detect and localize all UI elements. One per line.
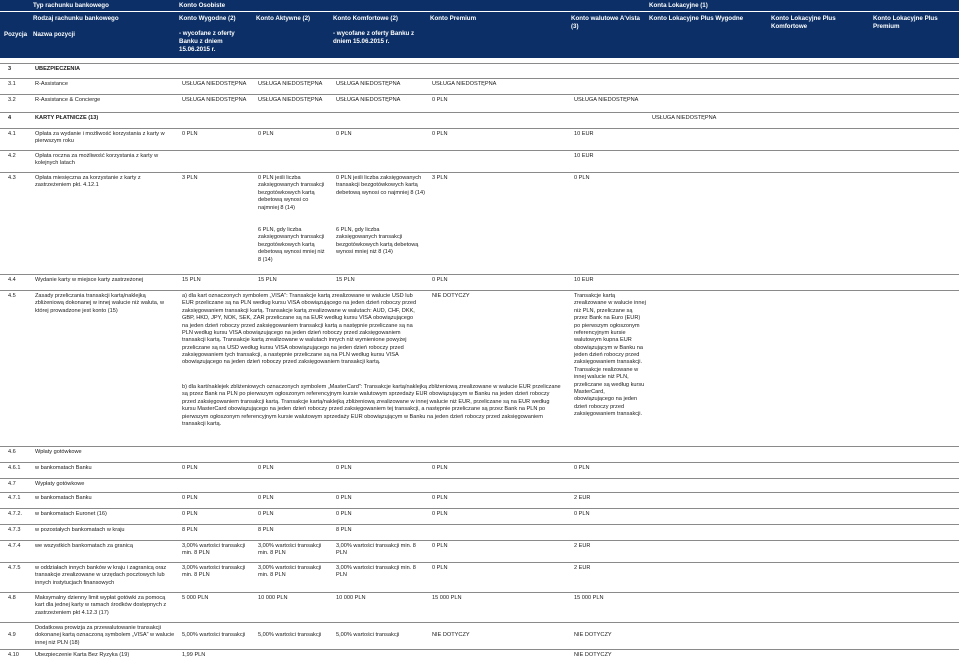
cell: 8 PLN <box>336 527 352 533</box>
table-row-4-1 <box>0 128 959 149</box>
cell: 10 000 PLN <box>336 595 366 601</box>
col-konto-komfortowe: Konto Komfortowe (2) <box>333 15 398 22</box>
table-row-4-5 <box>0 290 959 445</box>
row-name: Opłata za wydanie i możliwość korzystania z karty w pierwszym roku <box>35 131 165 145</box>
cell: 0 PLN <box>432 277 448 283</box>
section-title: KARTY PŁATNICZE (13) <box>35 115 99 121</box>
row-name: w bankomatach Banku <box>35 465 92 471</box>
cell: 5,00% wartości transakcji <box>182 632 246 638</box>
table-row-4-9 <box>0 622 959 647</box>
table-row-4-10 <box>0 649 959 664</box>
row-number: 3.2 <box>8 97 16 103</box>
personal-account-group: Konto Osobiste <box>179 2 226 9</box>
cell: 0 PLN <box>258 465 274 471</box>
cell: 10 EUR <box>574 277 594 283</box>
cell: USŁUGA NIEDOSTĘPNA <box>652 115 717 121</box>
position-label: Pozycja <box>4 31 28 38</box>
cell: 5,00% wartości transakcji <box>336 632 400 638</box>
table-row-4-7-1 <box>0 492 959 507</box>
table-row-3-2 <box>0 94 959 109</box>
cell: 6 PLN, gdy liczba zaksięgowanych transakcji bezgotówkowych kartą debetową wynosi mniej niż 8 (14) <box>258 227 325 263</box>
cell: NIE DOTYCZY <box>574 652 612 658</box>
cell: USŁUGA NIEDOSTĘPNA <box>258 97 323 103</box>
row-number: 4.6.1 <box>8 465 21 471</box>
row-name: R-Assistance <box>35 81 68 87</box>
cell: 2 EUR <box>574 543 591 549</box>
cell: 1,99 PLN <box>182 652 206 658</box>
row-name: R-Assistance & Concierge <box>35 97 101 103</box>
cell: 2 EUR <box>574 495 591 501</box>
cell: USŁUGA NIEDOSTĘPNA <box>182 81 247 87</box>
table-row-4-8 <box>0 592 959 619</box>
cell: USŁUGA NIEDOSTĘPNA <box>574 97 639 103</box>
table-row-4-7-2 <box>0 508 959 523</box>
cell: 2 EUR <box>574 565 591 571</box>
cell: NIE DOTYCZY <box>432 293 470 299</box>
cell: 3 PLN <box>182 175 198 181</box>
row-number: 4.6 <box>8 449 16 455</box>
col-konto-walutowe: Konto walutowe A'vista (3) <box>571 15 640 30</box>
cell: 5,00% wartości transakcji <box>258 632 322 638</box>
cell: 10 EUR <box>574 131 594 137</box>
col-konto-wygodne: Konto Wygodne (2) <box>179 15 236 22</box>
col-lokacyjne-premium: Konto Lokacyjne Plus Premium <box>873 15 938 30</box>
cell: 0 PLN <box>336 511 352 517</box>
row-number: 4.9 <box>8 632 16 638</box>
row-name: w oddziałach innych banków w kraju i zagranicą oraz transakcje zrealizowane w urzędach pocztowych lub innych instytucjach finansowych <box>35 565 167 586</box>
col-konto-aktywne: Konto Aktywne (2) <box>256 15 311 22</box>
row-number: 4.7.3 <box>8 527 21 533</box>
row-name: we wszystkich bankomatach za granicą <box>35 543 133 549</box>
cell: 0 PLN <box>574 175 590 181</box>
cell: 0 PLN <box>432 465 448 471</box>
table-row-4-3 <box>0 172 959 269</box>
table-row-4-7-5 <box>0 562 959 591</box>
cell: 15 PLN <box>258 277 277 283</box>
cell: 15 000 PLN <box>574 595 604 601</box>
table-row-4-7 <box>0 478 959 493</box>
cell: 3,00% wartości transakcji min. 8 PLN <box>336 543 416 557</box>
table-row-4-7-4 <box>0 540 959 559</box>
row-number: 4.4 <box>8 277 16 283</box>
table-row-4-2 <box>0 150 959 171</box>
cell: USŁUGA NIEDOSTĘPNA <box>336 97 401 103</box>
cell: 6 PLN, gdy liczba zaksięgowanych transakcji bezgotówkowych kartą debetową wynosi mniej niż 8 (14) <box>336 227 419 256</box>
cell: 8 PLN <box>182 527 198 533</box>
visa-rule-text: a) dla kart oznaczonych symbolem „VISA”: Transakcje kartą zrealizowane w walucie USD lub EUR przeliczane są na PLN według kursu VISA obowiązującego na jeden dzień roboczy przed zaksięgowaniem transakcji kartą. Transakcje kartą zrealizowane w walutach: AUD, CHF, DKK, GBP, HKD, JPY, NOK, SEK, ZAR przeliczane są na EUR według kursu VISA obowiązującego na jeden dzień roboczy przed zaksięgowaniem transakcji kartą a następnie przeliczane są na PLN według kursu VISA obowiązującego na jeden dzień roboczy przed zaksięgowaniem transakcji kartą. Transakcje kartą zrealizowane w walutach innych niż wymienione powyżej przeliczane są na USD według kursu VISA obowiązującego na jeden dzień roboczy przed zaksięgowaniem tych transakcji, a następnie przeliczane są na PLN według kursu VISA obowiązującego na jeden dzień roboczy przed zaksięgowaniem transakcji kartą. <box>182 293 417 366</box>
cell: 0 PLN <box>432 565 448 571</box>
item-name-label: Nazwa pozycji <box>33 31 75 38</box>
col-konto-wygodne-note: - wycofane z oferty Banku z dniem 15.06.2015 r. <box>179 30 235 53</box>
row-number: 4.10 <box>8 652 19 658</box>
cell: 0 PLN <box>432 511 448 517</box>
cell: USŁUGA NIEDOSTĘPNA <box>258 81 323 87</box>
cell: 15 PLN <box>336 277 355 283</box>
cell: 0 PLN <box>182 131 198 137</box>
cell: 0 PLN <box>336 131 352 137</box>
row-name: Wydanie karty w miejsce karty zastrzeżonej <box>35 277 144 283</box>
table-row-3-1 <box>0 78 959 93</box>
cell: 10 EUR <box>574 153 594 159</box>
header-row-2 <box>0 12 959 58</box>
row-name: Opłata miesięczna za korzystanie z karty z zastrzeżeniem pkt. 4.12.1 <box>35 175 141 189</box>
row-name: w bankomatach Banku <box>35 495 92 501</box>
table-row-4-7-3 <box>0 524 959 539</box>
cell: 8 PLN <box>258 527 274 533</box>
cell: 3,00% wartości transakcji min. 8 PLN <box>182 565 246 579</box>
row-number: 4.3 <box>8 175 16 181</box>
cell: 0 PLN <box>258 495 274 501</box>
section-title: UBEZPIECZENIA <box>35 66 81 72</box>
row-number: 4.7.2. <box>8 511 22 517</box>
table-row-4-4 <box>0 274 959 287</box>
row-name: Wypłaty gotówkowe <box>35 481 85 487</box>
cell: 0 PLN <box>574 511 590 517</box>
cell: 0 PLN <box>432 543 448 549</box>
mastercard-rule-text: b) dla kart/naklejek zbliżeniowych oznaczonych symbolem „MasterCard”: Transakcje kartą/naklejką zbliżeniową zrealizowane w walucie EUR przeliczane są przez Bank na PLN po pierwszym ogłoszonym referencyjnym kursie walutowym sprzedaży EUR obowiązującym w Banku na jeden dzień roboczy przed zaksięgowaniem transakcji kartą. Transakcje kartą/naklejką zbliżeniową zrealizowane w innej walucie niż EUR, przeliczane są na EUR według kursu MasterCard obowiązującego na jeden dzień roboczy przed zaksięgowaniem tej transakcji, a następnie przeliczane są przez Bank na PLN po pierwszym ogłoszonym referencyjnym kursie walutowym sprzedaży EUR obowiązującym w Banku na jeden dzień roboczy przed zaksięgowaniem transakcji kartą. <box>182 384 561 427</box>
cell: 3 PLN <box>432 175 448 181</box>
deposit-accounts-group: Konta Lokacyjne (1) <box>649 2 708 9</box>
account-type-label: Typ rachunku bankowego <box>33 2 109 9</box>
col-konto-premium: Konto Premium <box>430 15 477 22</box>
row-name: Wpłaty gotówkowe <box>35 449 82 455</box>
cell: 0 PLN <box>258 511 274 517</box>
account-kind-label: Rodzaj rachunku bankowego <box>33 15 119 22</box>
cell: 0 PLN <box>336 495 352 501</box>
cell: 3,00% wartości transakcji min. 8 PLN <box>336 565 416 579</box>
table-row-4-6 <box>0 446 959 461</box>
row-name: w pozostałych bankomatach w kraju <box>35 527 125 533</box>
cell: 0 PLN jeśli liczba zaksięgowanych transakcji bezgotówkowych kartą debetową wynosi co najmniej 8 (14) <box>336 175 425 196</box>
cell: NIE DOTYCZY <box>574 632 612 638</box>
row-number: 4.1 <box>8 131 16 137</box>
cell: 3,00% wartości transakcji min. 8 PLN <box>258 543 322 557</box>
row-number: 4.5 <box>8 293 16 299</box>
cell: USŁUGA NIEDOSTĘPNA <box>336 81 401 87</box>
cell: USŁUGA NIEDOSTĘPNA <box>182 97 247 103</box>
row-name: Ubezpieczenie Karta Bez Ryzyka (19) <box>35 652 130 658</box>
col-lokacyjne-komfortowe: Konto Lokacyjne Plus Komfortowe <box>771 15 836 30</box>
row-number: 4.7.4 <box>8 543 21 549</box>
row-number: 4.7 <box>8 481 16 487</box>
table-row-4-6-1 <box>0 462 959 477</box>
cell: 15 000 PLN <box>432 595 462 601</box>
section-row-3 <box>0 63 959 76</box>
cell: USŁUGA NIEDOSTĘPNA <box>432 81 497 87</box>
col-lokacyjne-wygodne: Konto Lokacyjne Plus Wygodne <box>649 15 744 22</box>
cell: 0 PLN <box>182 495 198 501</box>
cell: 10 000 PLN <box>258 595 288 601</box>
cell: 0 PLN <box>574 465 590 471</box>
cell: NIE DOTYCZY <box>432 632 470 638</box>
cell: 0 PLN <box>182 511 198 517</box>
row-number: 4.2 <box>8 153 16 159</box>
cell: 3,00% wartości transakcji min. 8 PLN <box>258 565 322 579</box>
cell: 0 PLN <box>258 131 274 137</box>
cell: 0 PLN <box>336 465 352 471</box>
cell: 5 000 PLN <box>182 595 209 601</box>
cell: 3,00% wartości transakcji min. 8 PLN <box>182 543 246 557</box>
cell: 15 PLN <box>182 277 201 283</box>
col-konto-komfortowe-note: - wycofane z oferty Banku z dniem 15.06.2015 r. <box>333 30 415 45</box>
row-name: Dodatkowa prowizja za przewalutowanie transakcji dokonanej kartą oznaczoną symbolem „VISA” w walucie innej niż PLN (18) <box>35 625 175 646</box>
cell: 0 PLN jeśli liczba zaksięgowanych transakcji bezgotówkowych kartą debetową wynosi co najmniej 8 (14) <box>258 175 325 211</box>
header-row-1 <box>0 0 959 11</box>
cell: 0 PLN <box>432 495 448 501</box>
row-number: 4.7.5 <box>8 565 21 571</box>
row-number: 3 <box>8 66 12 72</box>
foreign-currency-rule-text: Transakcje kartą zrealizowane w walucie innej niż PLN, przeliczane są przez Bank na Euro (EUR) po pierwszym ogłoszonym referencyjnym kursie walutowym kupna EUR obowiązującym w Banku na jeden dzień roboczy przed zaksięgowaniem transakcji. Transakcje realizowane w innej walucie niż PLN, przeliczane są według kursu MasterCard, obowiązującego na jeden dzień roboczy przed zaksięgowaniem transakcji. <box>574 293 646 417</box>
row-number: 4.8 <box>8 595 16 601</box>
cell: 0 PLN <box>182 465 198 471</box>
row-number: 4 <box>8 115 12 121</box>
row-name: w bankomatach Euronet (16) <box>35 511 107 517</box>
row-number: 3.1 <box>8 81 16 87</box>
row-name: Maksymalny dzienny limit wypłat gotówki za pomocą kart dla jednej karty w ramach środków dostępnych z zastrzeżeniem pkt 4.12.3 (17) <box>35 595 167 616</box>
cell: 0 PLN <box>432 131 448 137</box>
row-name: Opłata roczna za możliwość korzystania z karty w kolejnych latach <box>35 153 159 167</box>
row-number: 4.7.1 <box>8 495 21 501</box>
row-name: Zasady przeliczania transakcji kartą/naklejką zbliżeniową dokonanej w innej walucie niż waluta, w której prowadzone jest konto (15) <box>35 293 165 314</box>
cell: 0 PLN <box>432 97 448 103</box>
section-row-4 <box>0 112 959 127</box>
